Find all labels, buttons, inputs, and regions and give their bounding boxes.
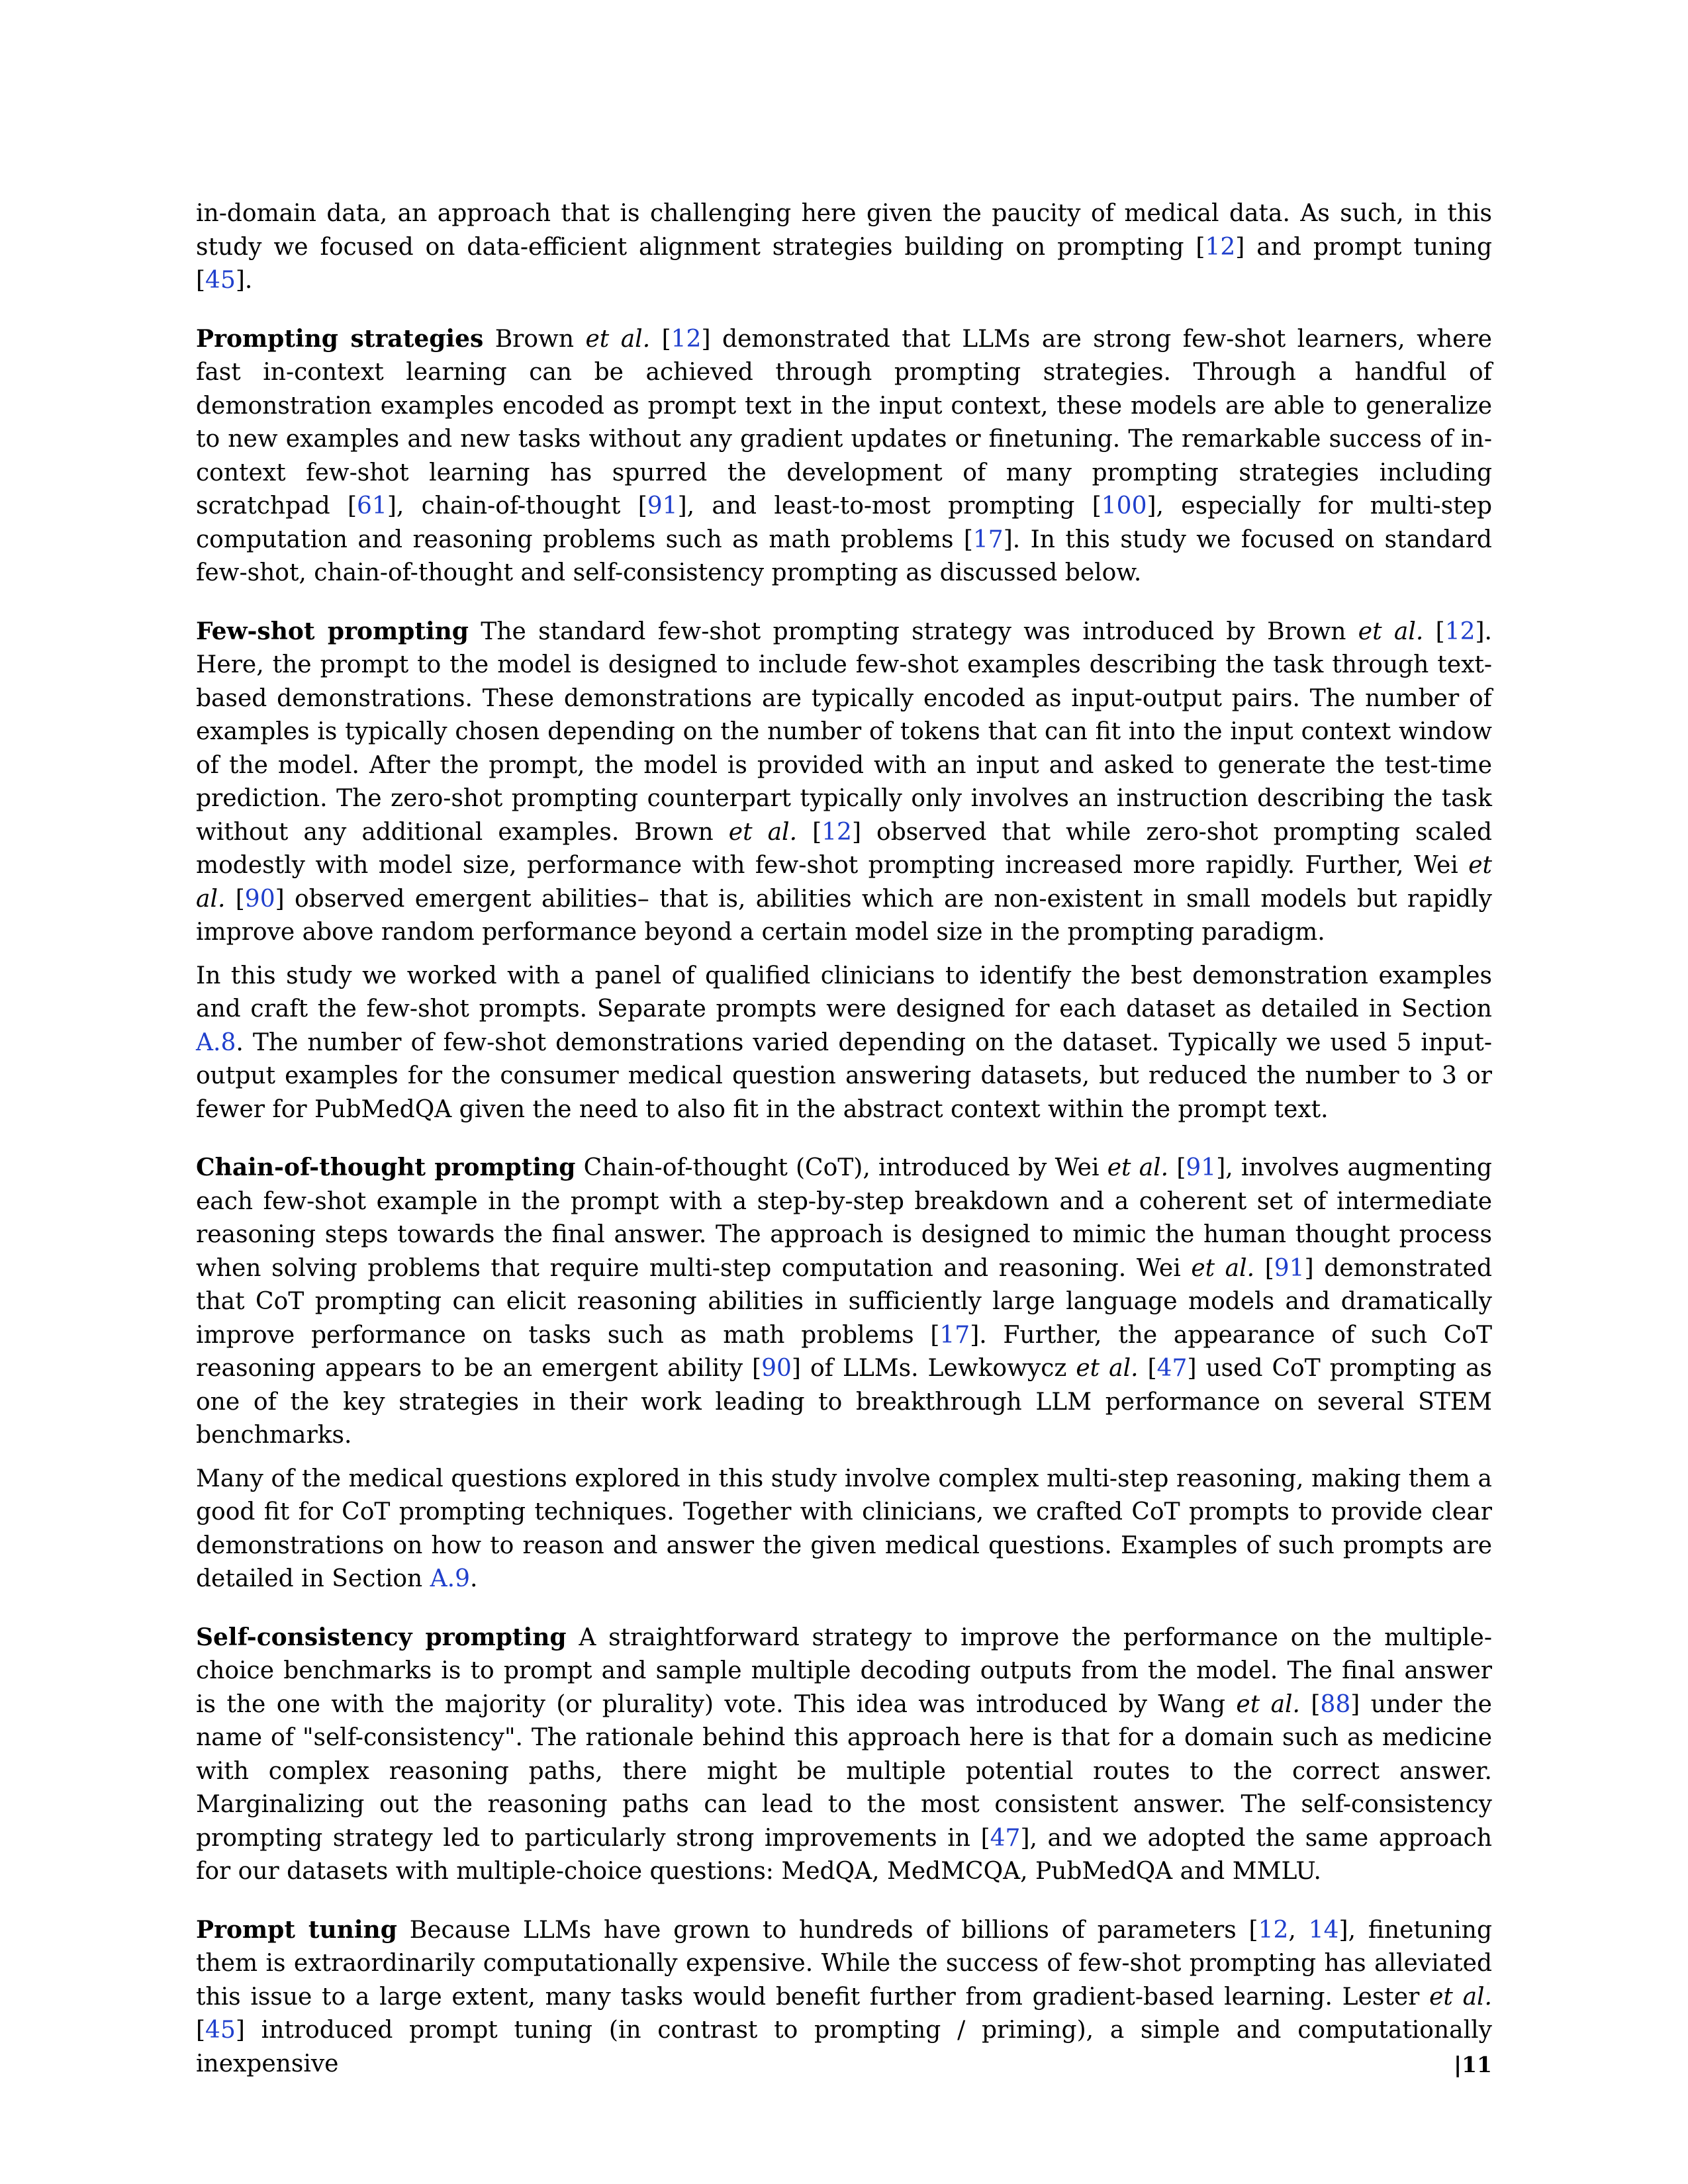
citation-link[interactable]: 100 bbox=[1101, 492, 1147, 520]
citation-link[interactable]: 61 bbox=[357, 492, 387, 520]
italic-text: et al. bbox=[1191, 1254, 1255, 1282]
paragraph-intro-continuation bbox=[196, 197, 1492, 298]
body-text: [ bbox=[1138, 1355, 1157, 1382]
citation-link[interactable]: 12 bbox=[1258, 1916, 1289, 1944]
paragraph-prompting-strategies bbox=[196, 322, 1492, 590]
paragraph-prompt-tuning bbox=[196, 1913, 1492, 2081]
citation-link[interactable]: 47 bbox=[990, 1824, 1021, 1852]
paragraph-heading: Prompt tuning bbox=[196, 1915, 397, 1944]
citation-link[interactable]: 12 bbox=[671, 325, 702, 353]
body-text: ]. Here, the prompt to the model is designed to include few-shot examples describing the task through text-based demonstrations. These demonstrations are typically encoded as input-output pairs. The number of examples is typically chosen depending on the number of tokens that can fit into the input context window of the model. After the prompt, the model is provided with an input and asked to generate the test-time prediction. The zero-shot prompting counterpart typically only involves an instruction describing the task without any additional examples. Brown bbox=[196, 617, 1492, 846]
body-text: The standard few-shot prompting strategy was introduced by Brown bbox=[468, 617, 1358, 645]
citation-link[interactable]: A.9 bbox=[430, 1565, 471, 1592]
italic-text: et al. bbox=[1107, 1154, 1169, 1181]
body-text: Many of the medical questions explored in this study involve complex multi-step reasoning, making them a good fit for CoT prompting techniques. Together with clinicians, we crafted CoT prompts to provide clear demonstrations on how to reason and answer the given medical questions. Examples of such prompts are detailed in Section bbox=[196, 1465, 1492, 1592]
paragraph-few-shot-clinicians bbox=[196, 960, 1492, 1127]
italic-text: et al. bbox=[1236, 1690, 1300, 1718]
citation-link[interactable]: 17 bbox=[972, 525, 1004, 553]
citation-link[interactable]: 91 bbox=[647, 492, 678, 520]
italic-text: et al. bbox=[196, 852, 1492, 913]
body-text: in-domain data, an approach that is challenging here given the paucity of medical data. As such, in this study we focused on data-efficient alignment strategies building on prompting [ bbox=[196, 200, 1492, 261]
body-text: ]. Further, the appearance of such CoT reasoning appears to be an emergent ability [ bbox=[196, 1321, 1493, 1382]
italic-text: et al. bbox=[1358, 617, 1424, 645]
body-text: ], especially for multi-step computation and reasoning problems such as math problems [ bbox=[196, 492, 1492, 553]
body-text: ] of LLMs. Lewkowycz bbox=[791, 1355, 1076, 1382]
body-text: A straightforward strategy to improve the performance on the multiple-choice benchmarks is to prompt and sample multiple decoding outputs from the model. The final answer is the one with the majority (or plurality) vote. This idea was introduced by Wang bbox=[196, 1623, 1492, 1718]
italic-text: et al. bbox=[728, 818, 798, 846]
page-body bbox=[196, 197, 1492, 2081]
body-text: ] introduced prompt tuning (in contrast to prompting / priming), a simple and computationally inexpensive bbox=[196, 2017, 1492, 2077]
body-text: ], finetuning them is extraordinarily computationally expensive. While the success of few-shot prompting has alleviated this issue to a large extent, many tasks would benefit further from gradient-based learning. Lester bbox=[196, 1916, 1492, 2011]
citation-link[interactable]: A.8 bbox=[196, 1028, 236, 1056]
paragraph-heading: Prompting strategies bbox=[196, 324, 484, 353]
body-text: ] observed that while zero-shot prompting scaled modestly with model size, performance with few-shot prompting increased more rapidly. Further, Wei bbox=[196, 818, 1493, 879]
paragraph-heading: Self-consistency prompting bbox=[196, 1623, 567, 1651]
body-text: [ bbox=[225, 885, 245, 913]
body-text: Brown bbox=[483, 325, 586, 353]
citation-link[interactable]: 12 bbox=[1444, 617, 1476, 645]
paragraph-cot-medical-questions bbox=[196, 1463, 1492, 1596]
body-text: , bbox=[1288, 1916, 1309, 1944]
body-text: [ bbox=[1300, 1690, 1321, 1718]
paragraph-heading: Chain-of-thought prompting bbox=[196, 1154, 576, 1181]
body-text: Because LLMs have grown to hundreds of billions of parameters [ bbox=[397, 1916, 1258, 1944]
body-text: . bbox=[470, 1565, 478, 1592]
body-text: . The number of few-shot demonstrations varied depending on the dataset. Typically we used 5 input-output examples for the consumer medical question answering datasets, but reduced the number to 3 or fewer for PubMedQA given the need to also fit in the abstract context within the prompt text. bbox=[196, 1028, 1492, 1123]
body-text: [ bbox=[196, 2017, 206, 2044]
citation-link[interactable]: 91 bbox=[1274, 1254, 1305, 1282]
paragraph-self-consistency bbox=[196, 1621, 1492, 1889]
citation-link[interactable]: 90 bbox=[244, 885, 275, 913]
italic-text: et al. bbox=[585, 325, 651, 353]
italic-text: et al. bbox=[1429, 1983, 1492, 2011]
citation-link[interactable]: 12 bbox=[1205, 233, 1236, 261]
page-number: |11 bbox=[1454, 2052, 1492, 2077]
citation-link[interactable]: 90 bbox=[761, 1355, 792, 1382]
body-text: ] and prompt tuning [ bbox=[196, 233, 1493, 294]
body-text: [ bbox=[650, 325, 671, 353]
body-text: ] observed emergent abilities– that is, abilities which are non-existent in small models but rapidly improve above random performance beyond a certain model size in the prompting paradigm. bbox=[196, 885, 1492, 946]
body-text: [ bbox=[797, 818, 822, 846]
body-text: ] demonstrated that CoT prompting can elicit reasoning abilities in sufficiently large language models and dramatically improve performance on tasks such as math problems [ bbox=[196, 1254, 1492, 1349]
citation-link[interactable]: 45 bbox=[205, 267, 236, 294]
paragraph-few-shot-prompting bbox=[196, 615, 1492, 950]
body-text: ]. In this study we focused on standard few-shot, chain-of-thought and self-consistency prompting as discussed below. bbox=[196, 525, 1492, 586]
citation-link[interactable]: 14 bbox=[1308, 1916, 1339, 1944]
body-text: [ bbox=[1423, 617, 1445, 645]
body-text: ], and least-to-most prompting [ bbox=[677, 492, 1102, 520]
body-text: ], and we adopted the same approach for our datasets with multiple-choice questions: MedQA, MedMCQA, PubMedQA and MMLU. bbox=[196, 1824, 1493, 1885]
citation-link[interactable]: 47 bbox=[1156, 1355, 1188, 1382]
citation-link[interactable]: 17 bbox=[939, 1321, 970, 1349]
body-text: In this study we worked with a panel of qualified clinicians to identify the best demonstration examples and craft the few-shot prompts. Separate prompts were designed for each dataset as detailed in Section bbox=[196, 962, 1492, 1023]
body-text: [ bbox=[1254, 1254, 1274, 1282]
italic-text: et al. bbox=[1076, 1355, 1139, 1382]
citation-link[interactable]: 12 bbox=[821, 818, 852, 846]
body-text: Chain-of-thought (CoT), introduced by Wei bbox=[575, 1154, 1107, 1181]
body-text: ]. bbox=[235, 267, 253, 294]
body-text: ] under the name of "self-consistency". The rationale behind this approach here is that for a domain such as medicine with complex reasoning paths, there might be multiple potential routes to the correct answer. Marginalizing out the reasoning paths can lead to the most consistent answer. The self-consistency prompting strategy led to particularly strong improvements in [ bbox=[196, 1690, 1492, 1852]
body-text: ], involves augmenting each few-shot example in the prompt with a step-by-step breakdown and a coherent set of intermediate reasoning steps towards the final answer. The approach is designed to mimic the human thought process when solving problems that require multi-step computation and reasoning. Wei bbox=[196, 1154, 1492, 1282]
citation-link[interactable]: 91 bbox=[1186, 1154, 1217, 1181]
citation-link[interactable]: 45 bbox=[205, 2017, 236, 2044]
paragraph-heading: Few-shot prompting bbox=[196, 617, 469, 645]
body-text: ] used CoT prompting as one of the key strategies in their work leading to breakthrough LLM performance on several STEM benchmarks. bbox=[196, 1355, 1493, 1449]
paragraph-chain-of-thought bbox=[196, 1151, 1492, 1453]
body-text: ], chain-of-thought [ bbox=[387, 492, 647, 520]
citation-link[interactable]: 88 bbox=[1320, 1690, 1351, 1718]
body-text: [ bbox=[1168, 1154, 1186, 1181]
body-text: ] demonstrated that LLMs are strong few-shot learners, where fast in-context learning can be achieved through prompting strategies. Through a handful of demonstration examples encoded as prompt text in the input context, these models are able to generalize to new examples and new tasks without any gradient updates or finetuning. The remarkable success of in-context few-shot learning has spurred the development of many prompting strategies including scratchpad [ bbox=[196, 325, 1492, 520]
